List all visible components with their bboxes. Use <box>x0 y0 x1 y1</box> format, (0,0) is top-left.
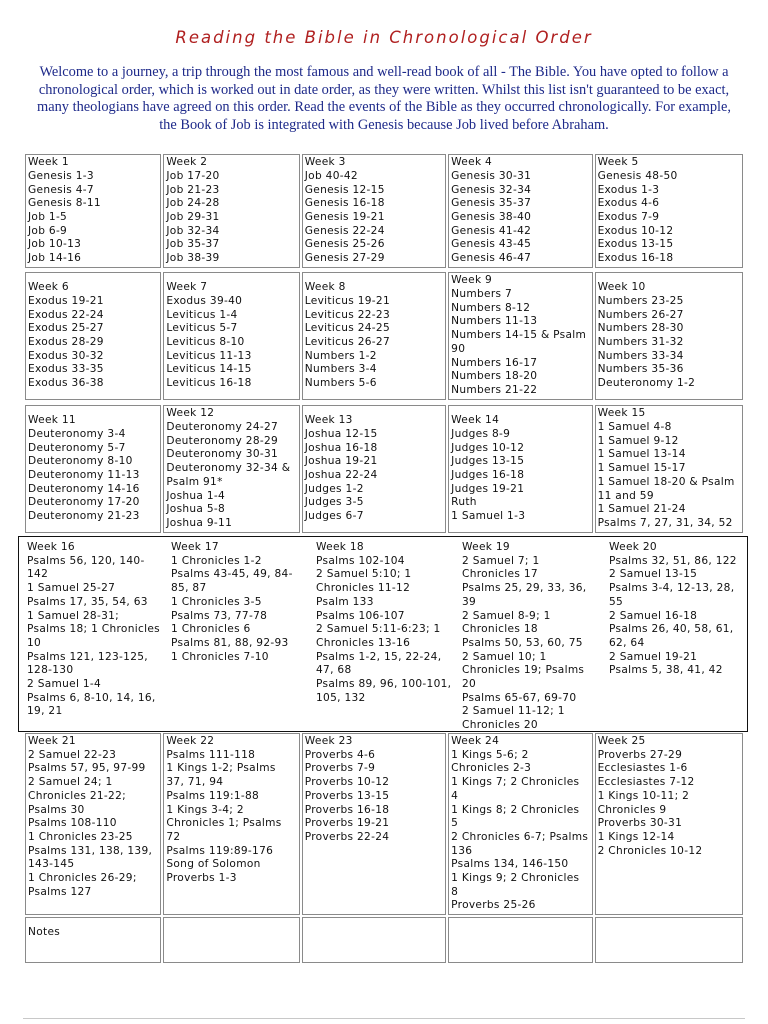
week-cell-3 <box>302 154 446 268</box>
week-cell-23 <box>302 733 446 915</box>
week-cell-21 <box>25 733 161 915</box>
reading-item: Genesis 19-21 <box>304 211 385 223</box>
reading-item: Psalm 133 <box>316 595 374 608</box>
reading-item: Deuteronomy 1-2 <box>597 377 696 390</box>
reading-item: Numbers 23-25 <box>597 294 684 307</box>
reading-item: Job 6-9 <box>28 224 68 237</box>
reading-item: Proverbs 1-3 <box>166 872 237 885</box>
reading-item: 1 Samuel 4-8 <box>597 421 672 434</box>
reading-item: Joshua 12-15 <box>304 427 378 440</box>
reading-item: Psalms 32, 51, 86, 122 <box>609 554 737 567</box>
reading-item: Genesis 12-15 <box>304 183 385 196</box>
week-label: Week 8 <box>304 281 346 294</box>
reading-item: Psalms 102-104 <box>316 554 405 567</box>
week-label: Week 10 <box>597 281 646 294</box>
reading-item: Exodus 30-32 <box>28 349 104 362</box>
week-cell-19 <box>462 541 600 733</box>
reading-item: Leviticus 16-18 <box>166 377 252 390</box>
reading-item: Judges 8-9 <box>451 427 511 440</box>
week-label: Week 19 <box>462 541 510 553</box>
reading-item: Deuteronomy 21-23 <box>28 510 140 523</box>
reading-item: Proverbs 30-31 <box>597 817 683 830</box>
reading-item: Deuteronomy 30-31 <box>166 448 279 461</box>
week-label: Week 3 <box>304 156 346 169</box>
reading-item: Deuteronomy 28-29 <box>166 434 279 447</box>
reading-item: Deuteronomy 32-34 & Psalm 91* <box>166 462 291 488</box>
reading-item: Exodus 1-3 <box>597 183 660 196</box>
week-label: Week 23 <box>304 735 353 747</box>
reading-item: Exodus 22-24 <box>28 308 104 321</box>
reading-item: Job 17-20 <box>166 169 220 182</box>
reading-item: 1 Samuel 18-20 & Psalm 11 and 59 <box>597 475 735 502</box>
reading-item: Numbers 35-36 <box>597 363 684 376</box>
reading-item: Exodus 25-27 <box>28 322 104 335</box>
reading-item: Numbers 11-13 <box>451 315 538 328</box>
reading-item: Psalms 17, 35, 54, 63 <box>27 595 148 608</box>
reading-item: Genesis 16-18 <box>304 197 385 210</box>
reading-item: Job 32-34 <box>166 224 220 237</box>
reading-item: Genesis 32-34 <box>451 183 532 196</box>
reading-item: 2 Samuel 7; 1 Chronicles 17 <box>462 554 540 581</box>
reading-item: Judges 10-12 <box>451 441 525 454</box>
week-label: Week 16 <box>27 541 75 553</box>
week-label: Week 11 <box>28 414 76 427</box>
reading-item: Leviticus 22-23 <box>304 308 391 321</box>
reading-item: Numbers 7 <box>451 288 513 301</box>
week-cell-18 <box>316 541 454 705</box>
week-label: Week 22 <box>166 735 215 747</box>
reading-item: Psalms 50, 53, 60, 75 <box>462 636 583 649</box>
reading-item: Numbers 26-27 <box>597 308 684 321</box>
reading-item: 2 Samuel 13-15 <box>609 568 698 581</box>
reading-item: Psalms 1-2, 15, 22-24, 47, 68 <box>316 650 442 677</box>
reading-item: 1 Kings 1-2; Psalms 37, 71, 94 <box>166 762 276 789</box>
reading-item: Ecclesiastes 7-12 <box>597 776 695 789</box>
reading-item: Judges 1-2 <box>304 482 364 495</box>
reading-item: Numbers 5-6 <box>304 377 377 390</box>
reading-item: Exodus 16-18 <box>597 252 674 265</box>
week-cell-2 <box>163 154 299 268</box>
intro-paragraph: Welcome to a journey, a trip through the most famous and well-read book of all - The Bible. You have opted to follow a chronological order, which is worked out in date order, as they were written. Whilst this list isn't guaranteed to be exact, many theologians have agreed on this order. Read the events of the Bible as they occurred chronologically. For example, the Book of Job is integrated with Genesis because Job lived before Abraham. <box>37 64 731 133</box>
reading-item: Job 35-37 <box>166 238 220 251</box>
reading-item: 1 Samuel 25-27 <box>27 582 116 595</box>
reading-item: Psalms 131, 138, 139, 143-145 <box>28 844 153 871</box>
week-label: Week 2 <box>166 156 208 169</box>
week-label: Week 9 <box>451 274 493 287</box>
week-label: Week 17 <box>171 541 219 553</box>
reading-item: Proverbs 19-21 <box>304 817 390 830</box>
reading-item: 1 Kings 8; 2 Chronicles 5 <box>451 803 580 830</box>
reading-item: Genesis 38-40 <box>451 211 532 223</box>
week-cell-24 <box>448 733 592 915</box>
reading-item: Psalms 73, 77-78 <box>171 609 268 622</box>
notes-blank-cell[interactable] <box>595 917 743 963</box>
week-cell-6 <box>25 272 161 400</box>
reading-item: Job 29-31 <box>166 211 220 223</box>
reading-item: Deuteronomy 17-20 <box>28 496 140 509</box>
reading-item: 2 Samuel 1-4 <box>27 678 102 691</box>
reading-item: Psalms 65-67, 69-70 <box>462 691 577 704</box>
notes-label: Notes <box>28 926 61 939</box>
reading-item: Judges 6-7 <box>304 510 364 523</box>
week-cell-15 <box>595 405 743 533</box>
reading-item: Judges 13-15 <box>451 455 525 468</box>
reading-item: Genesis 35-37 <box>451 197 532 210</box>
week-cell-9 <box>448 272 592 400</box>
reading-item: Psalms 5, 38, 41, 42 <box>609 664 723 677</box>
reading-item: Leviticus 26-27 <box>304 336 391 348</box>
reading-item: Deuteronomy 11-13 <box>28 469 140 481</box>
reading-item: Deuteronomy 8-10 <box>28 455 133 468</box>
reading-item: Leviticus 11-13 <box>166 349 252 362</box>
reading-item: Numbers 3-4 <box>304 363 377 376</box>
reading-item: Job 24-28 <box>166 197 220 210</box>
reading-item: 1 Kings 5-6; 2 Chronicles 2-3 <box>451 748 532 775</box>
week-label: Week 4 <box>451 156 493 169</box>
reading-item: Numbers 33-34 <box>597 349 684 362</box>
reading-item: Exodus 36-38 <box>28 377 104 390</box>
reading-item: Numbers 14-15 & Psalm 90 <box>451 329 587 355</box>
reading-item: 1 Chronicles 3-5 <box>171 595 262 608</box>
reading-item: Job 10-13 <box>28 238 82 251</box>
reading-item: Numbers 16-17 <box>451 356 538 369</box>
reading-item: Deuteronomy 24-27 <box>166 421 279 434</box>
reading-item: Psalms 57, 95, 97-99 <box>28 762 146 775</box>
reading-item: 2 Samuel 5:11-6:23; 1 Chronicles 13-16 <box>316 623 441 649</box>
week-cell-25 <box>595 733 743 915</box>
reading-item: Joshua 1-4 <box>166 489 226 502</box>
week-cell-10 <box>595 272 743 400</box>
reading-item: 2 Samuel 22-23 <box>28 748 117 761</box>
reading-item: Job 38-39 <box>166 252 220 265</box>
reading-item: Job 40-42 <box>304 169 358 182</box>
reading-item: Exodus 33-35 <box>28 363 104 376</box>
reading-item: Psalms 81, 88, 92-93 <box>171 636 289 649</box>
week-cell-7 <box>163 272 299 400</box>
reading-item: Leviticus 1-4 <box>166 308 238 321</box>
reading-item: Exodus 19-21 <box>28 294 104 307</box>
week-label: Week 12 <box>166 407 215 420</box>
reading-item: Proverbs 25-26 <box>451 899 536 912</box>
weeks-row-3 <box>23 403 745 535</box>
reading-item: Psalms 108-110 <box>28 817 117 830</box>
week-label: Week 25 <box>597 735 646 747</box>
reading-item: Genesis 30-31 <box>451 169 532 182</box>
reading-item: Ruth <box>451 496 477 509</box>
reading-item: Exodus 13-15 <box>597 238 674 251</box>
reading-item: 1 Chronicles 6 <box>171 623 251 636</box>
reading-item: Genesis 46-47 <box>451 252 532 265</box>
reading-item: Exodus 10-12 <box>597 224 674 237</box>
week-cell-17 <box>171 541 303 664</box>
week-label: Week 14 <box>451 414 500 427</box>
reading-item: Leviticus 24-25 <box>304 322 391 335</box>
weeks-row-2 <box>23 270 745 402</box>
reading-item: Judges 19-21 <box>451 482 525 495</box>
reading-item: Proverbs 16-18 <box>304 803 390 816</box>
week-label: Week 7 <box>166 281 208 294</box>
reading-item: 1 Samuel 1-3 <box>451 510 526 523</box>
reading-item: Leviticus 19-21 <box>304 294 391 307</box>
reading-item: 2 Samuel 8-9; 1 Chronicles 18 <box>462 609 551 636</box>
weeks-row-4 <box>18 536 748 732</box>
reading-item: 1 Kings 9; 2 Chronicles 8 <box>451 872 580 898</box>
reading-item: Judges 3-5 <box>304 496 364 509</box>
week-cell-4 <box>448 154 592 268</box>
reading-item: Genesis 48-50 <box>597 169 678 182</box>
week-cell-20 <box>609 541 745 678</box>
week-cell-13 <box>302 405 446 533</box>
reading-item: Proverbs 10-12 <box>304 776 390 789</box>
reading-item: 2 Samuel 11-12; 1 Chronicles 20 <box>462 705 565 732</box>
reading-item: 1 Samuel 15-17 <box>597 462 686 475</box>
reading-item: Proverbs 27-29 <box>597 748 683 761</box>
week-label: Week 6 <box>28 281 69 294</box>
reading-item: Psalms 111-118 <box>166 748 256 761</box>
reading-item: Exodus 4-6 <box>597 197 660 210</box>
reading-item: Proverbs 13-15 <box>304 789 390 802</box>
reading-item: Psalms 89, 96, 100-101, 105, 132 <box>316 678 452 704</box>
reading-item: Job 14-16 <box>28 252 82 265</box>
weeks-row-1 <box>23 152 745 270</box>
reading-item: Leviticus 5-7 <box>166 322 238 335</box>
reading-item: Exodus 39-40 <box>166 294 243 307</box>
reading-item: Psalms 3-4, 12-13, 28, 55 <box>609 582 735 608</box>
reading-item: Proverbs 7-9 <box>304 762 376 775</box>
reading-item: Psalms 106-107 <box>316 609 405 622</box>
reading-item: Job 1-5 <box>28 211 68 223</box>
reading-item: Numbers 28-30 <box>597 322 684 335</box>
weeks-row-5 <box>23 731 745 965</box>
reading-item: Joshua 19-21 <box>304 455 378 468</box>
reading-item: Psalms 56, 120, 140-142 <box>27 554 145 581</box>
reading-item: Genesis 41-42 <box>451 224 532 237</box>
reading-item: 1 Kings 12-14 <box>597 830 675 843</box>
week-cell-8 <box>302 272 446 400</box>
reading-item: Psalms 121, 123-125, 128-130 <box>27 650 148 677</box>
reading-item: Numbers 8-12 <box>451 301 531 314</box>
reading-item: 1 Chronicles 23-25 <box>28 830 133 843</box>
reading-item: Exodus 7-9 <box>597 211 660 223</box>
notes-blank-cell[interactable] <box>302 917 446 963</box>
reading-item: Genesis 8-11 <box>28 197 101 210</box>
reading-item: 2 Samuel 5:10; 1 Chronicles 11-12 <box>316 568 412 595</box>
week-cell-1 <box>25 154 161 268</box>
reading-item: Proverbs 22-24 <box>304 830 390 843</box>
reading-item: Genesis 22-24 <box>304 224 385 237</box>
week-label: Week 20 <box>609 541 657 553</box>
week-label: Week 13 <box>304 414 353 427</box>
page-title: Reading the Bible in Chronological Order <box>175 28 593 47</box>
notes-cell[interactable] <box>25 917 161 963</box>
reading-item: Deuteronomy 3-4 <box>28 427 126 440</box>
reading-item: 1 Samuel 13-14 <box>597 448 686 461</box>
reading-item: Song of Solomon <box>166 858 261 871</box>
reading-item: Joshua 5-8 <box>166 503 226 516</box>
reading-item: Psalms 6, 8-10, 14, 16, 19, 21 <box>27 691 156 718</box>
reading-item: Psalms 43-45, 49, 84-85, 87 <box>171 568 293 595</box>
reading-item: 2 Chronicles 10-12 <box>597 844 703 857</box>
reading-item: 2 Samuel 24; 1 Chronicles 21-22; Psalms 30 <box>28 776 126 816</box>
week-cell-12 <box>163 405 299 533</box>
reading-item: 1 Samuel 9-12 <box>597 434 679 447</box>
footer-divider <box>23 1018 745 1019</box>
week-cell-22 <box>163 733 299 915</box>
week-label: Week 21 <box>28 735 76 747</box>
reading-item: 2 Samuel 16-18 <box>609 609 698 622</box>
reading-item: Exodus 28-29 <box>28 336 104 348</box>
reading-item: 1 Chronicles 7-10 <box>171 650 269 663</box>
reading-item: 2 Samuel 10; 1 Chronicles 19; Psalms 20 <box>462 650 585 691</box>
reading-item: Genesis 1-3 <box>28 169 94 182</box>
reading-item: Psalms 119:89-176 <box>166 844 274 857</box>
reading-item: Leviticus 8-10 <box>166 336 245 348</box>
reading-item: Deuteronomy 14-16 <box>28 482 140 495</box>
week-cell-16 <box>27 541 161 719</box>
reading-item: Psalms 7, 27, 31, 34, 52 <box>597 516 733 529</box>
reading-item: Psalms 119:1-88 <box>166 789 260 802</box>
notes-blank-cell[interactable] <box>448 917 592 963</box>
week-cell-11 <box>25 405 161 533</box>
reading-item: Joshua 9-11 <box>166 516 233 529</box>
week-label: Week 1 <box>28 156 69 169</box>
reading-item: 1 Kings 3-4; 2 Chronicles 1; Psalms 72 <box>166 803 282 843</box>
reading-item: Job 21-23 <box>166 183 220 196</box>
reading-item: 1 Chronicles 26-29; Psalms 127 <box>28 872 137 898</box>
week-cell-14 <box>448 405 592 533</box>
reading-item: Genesis 43-45 <box>451 238 532 251</box>
week-label: Week 15 <box>597 407 646 420</box>
reading-item: Numbers 31-32 <box>597 336 684 348</box>
reading-item: Ecclesiastes 1-6 <box>597 762 688 775</box>
reading-item: Psalms 25, 29, 33, 36, 39 <box>462 582 587 608</box>
reading-item: Numbers 18-20 <box>451 370 538 383</box>
reading-item: Psalms 26, 40, 58, 61, 62, 64 <box>609 623 734 649</box>
reading-item: Genesis 4-7 <box>28 183 94 196</box>
reading-item: 2 Samuel 19-21 <box>609 650 698 663</box>
reading-item: Genesis 25-26 <box>304 238 385 251</box>
week-cell-5 <box>595 154 743 268</box>
reading-item: 1 Chronicles 1-2 <box>171 554 262 567</box>
reading-item: Leviticus 14-15 <box>166 363 252 376</box>
reading-item: Genesis 27-29 <box>304 252 385 265</box>
reading-item: Psalms 134, 146-150 <box>451 858 569 871</box>
reading-item: 1 Samuel 21-24 <box>597 503 686 516</box>
reading-item: 2 Chronicles 6-7; Psalms 136 <box>451 830 589 857</box>
reading-item: 1 Kings 7; 2 Chronicles 4 <box>451 776 580 802</box>
reading-item: Judges 16-18 <box>451 469 525 481</box>
week-label: Week 5 <box>597 156 639 169</box>
reading-item: Joshua 16-18 <box>304 441 378 454</box>
notes-blank-cell[interactable] <box>163 917 299 963</box>
week-label: Week 24 <box>451 735 500 747</box>
reading-item: 1 Kings 10-11; 2 Chronicles 9 <box>597 789 690 816</box>
reading-item: Deuteronomy 5-7 <box>28 441 126 454</box>
reading-item: Numbers 21-22 <box>451 383 538 396</box>
reading-item: 1 Samuel 28-31; Psalms 18; 1 Chronicles 10 <box>27 609 160 649</box>
reading-item: Numbers 1-2 <box>304 349 377 362</box>
reading-item: Joshua 22-24 <box>304 469 378 481</box>
week-label: Week 18 <box>316 541 364 553</box>
reading-item: Proverbs 4-6 <box>304 748 376 761</box>
